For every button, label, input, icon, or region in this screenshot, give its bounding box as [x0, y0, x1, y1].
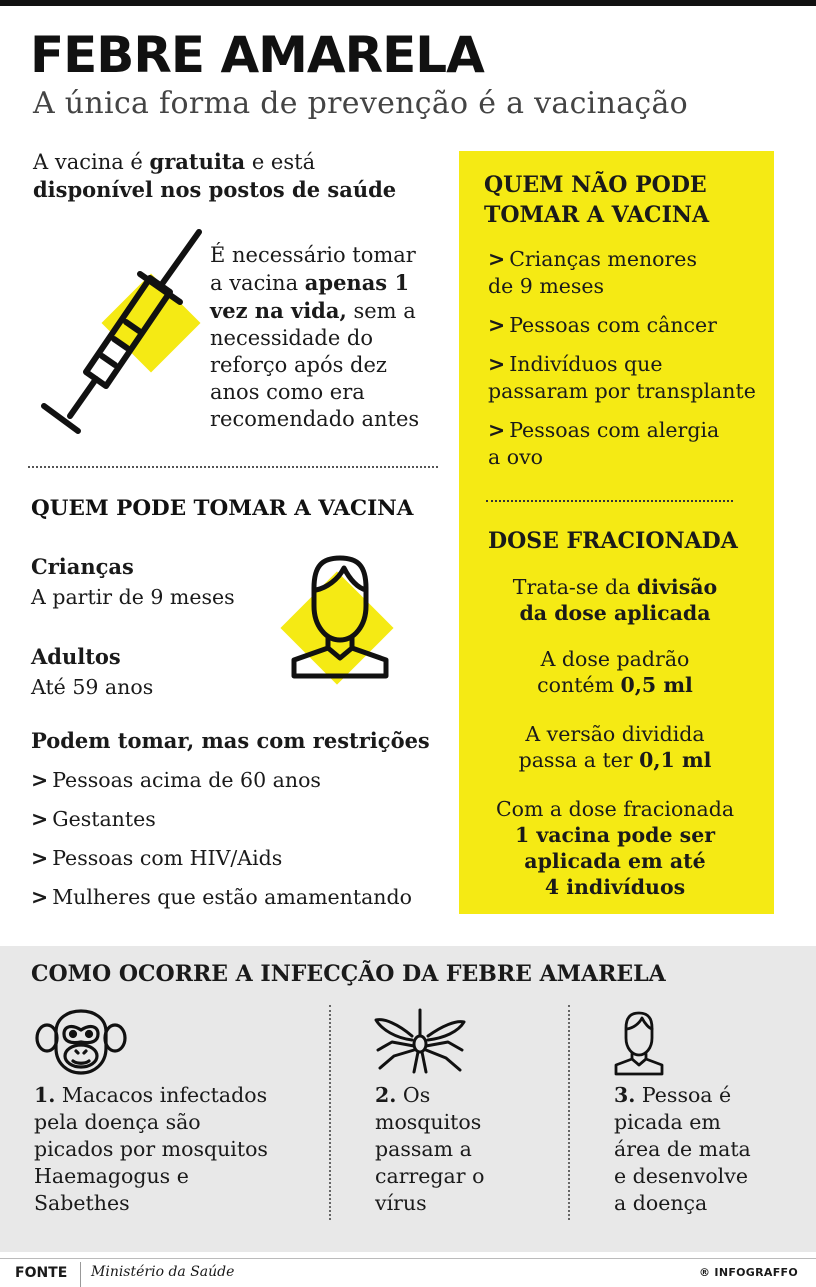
restrictions-list [31, 768, 412, 924]
infection-step-3: 3. Pessoa é picada em área de mata e desenvolve a doença [614, 1083, 751, 1215]
list-item: > Crianças menores de 9 meses [488, 247, 697, 298]
list-item: > Mulheres que estão amamentando [31, 885, 412, 909]
list-item: > Pessoas acima de 60 anos [31, 768, 321, 792]
person-icon [272, 548, 402, 688]
dose-fraction-result: Com a dose fracionada 1 vacina pode ser aplicada em até 4 indivíduos [495, 797, 735, 899]
top-bar [0, 0, 816, 6]
divider [28, 466, 438, 468]
list-item: > Indivíduos que passaram por transplante [488, 352, 756, 403]
list-item: > Gestantes [31, 807, 156, 831]
dose-definition: Trata-se da divisão da dose aplicada [512, 575, 718, 625]
who-can-title: QUEM PODE TOMAR A VACINA [31, 496, 414, 521]
free-vaccine-text: A vacina é gratuita e está disponível nos postos de saúde [33, 149, 397, 202]
footer-divider [0, 1258, 816, 1259]
page-title: FEBRE AMARELA [30, 26, 484, 84]
who-cannot-title: QUEM NÃO PODE TOMAR A VACINA [484, 172, 710, 228]
list-item: > Pessoas com alergia a ovo [488, 418, 720, 469]
restrictions-title: Podem tomar, mas com restrições [31, 728, 430, 753]
single-dose-text: É necessário tomar a vacina apenas 1 vez na vida, sem a necessidade do reforço após dez anos como era recomendado antes [210, 243, 420, 431]
divider [329, 1005, 331, 1220]
infection-step-2: 2. Os mosquitos passam a carregar o vírus [375, 1083, 485, 1215]
group-title-children: Crianças [31, 554, 134, 579]
infection-title: COMO OCORRE A INFECÇÃO DA FEBRE AMARELA [31, 961, 666, 987]
group-text-adults: Até 59 anos [31, 675, 154, 699]
page-subtitle: A única forma de prevenção é a vacinação [33, 86, 689, 121]
dose-standard: A dose padrão contém 0,5 ml [537, 647, 693, 697]
divider [80, 1262, 81, 1287]
who-cannot-list [488, 246, 756, 483]
mosquito-icon [372, 1006, 468, 1078]
group-text-children: A partir de 9 meses [31, 585, 235, 609]
infection-step-1: 1. Macacos infectados pela doença são picados por mosquitos Haemagogus e Sabethes [34, 1083, 268, 1215]
source-value: Ministério da Saúde [91, 1264, 235, 1280]
list-item: > Pessoas com HIV/Aids [31, 846, 283, 870]
syringe-icon [34, 226, 209, 456]
dose-divided: A versão dividida passa a ter 0,1 ml [518, 722, 712, 772]
dose-title: DOSE FRACIONADA [488, 528, 738, 554]
brand-logo: ® INFOGRAFFO [699, 1266, 798, 1279]
group-title-adults: Adultos [31, 644, 121, 669]
divider [486, 500, 733, 502]
person-small-icon [612, 1010, 666, 1076]
source-label: FONTE [15, 1265, 68, 1281]
monkey-icon [34, 1008, 128, 1076]
list-item: > Pessoas com câncer [488, 313, 717, 337]
divider [568, 1005, 570, 1220]
